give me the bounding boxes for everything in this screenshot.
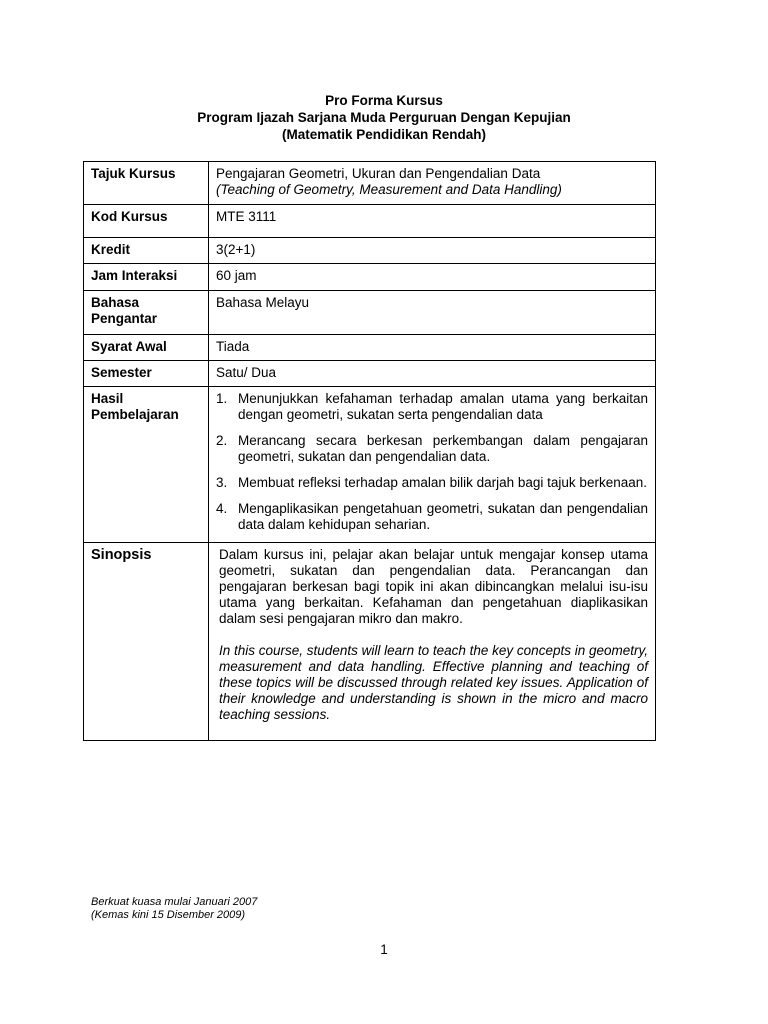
row-sinopsis (84, 543, 656, 741)
course-proforma-table (83, 161, 656, 741)
value-sinopsis (209, 543, 656, 741)
revision-date: (Kemas kini 15 Disember 2009) (91, 909, 246, 921)
value-hasil-pembelajaran (209, 387, 656, 543)
value-kod-kursus: MTE 3111 (209, 205, 656, 238)
value-kredit: 3(2+1) (209, 238, 656, 264)
row-tajuk-kursus (84, 162, 656, 205)
label-kod-kursus: Kod Kursus (84, 205, 209, 238)
label-sinopsis: Sinopsis (84, 543, 209, 741)
row-kredit (84, 238, 656, 264)
form-title: Pro Forma Kursus (325, 93, 443, 108)
outcome-text: Merancang secara berkesan perkembangan dalam pengajaran geometri, sukatan dan pengendalian data. (238, 433, 648, 464)
row-syarat-awal (84, 335, 656, 361)
list-item (216, 501, 648, 533)
list-item (216, 475, 648, 491)
course-title-malay: Pengajaran Geometri, Ukuran dan Pengendalian Data (216, 166, 541, 181)
outcome-number: 1. (216, 391, 228, 406)
course-title-english: (Teaching of Geometry, Measurement and Data Handling) (216, 182, 562, 197)
label-bahasa-pengantar: Bahasa Pengantar (84, 291, 209, 335)
outcome-text: Menunjukkan kefahaman terhadap amalan utama yang berkaitan dengan geometri, sukatan serta pengendalian data (238, 391, 648, 422)
synopsis-malay: Dalam kursus ini, pelajar akan belajar untuk mengajar konsep utama geometri, sukatan dan pengendalian data. Perancangan dan pengajaran berkesan bagi topik ini akan dibincangkan melalui isu-isu utama yang berkaitan. Kefahaman dan pengetahuan diaplikasikan dalam sesi pengajaran mikro dan makro. (219, 547, 648, 626)
synopsis-english: In this course, students will learn to teach the key concepts in geometry, measurement and data handling. Effective planning and teaching of these topics will be discussed through related key issues. Application of their knowledge and understanding is shown in the micro and macro teaching sessions. (219, 643, 648, 722)
row-jam-interaksi (84, 264, 656, 291)
label-tajuk-kursus: Tajuk Kursus (84, 162, 209, 205)
document-footer (91, 896, 257, 922)
label-syarat-awal: Syarat Awal (84, 335, 209, 361)
label-semester: Semester (84, 361, 209, 387)
effective-date: Berkuat kuasa mulai Januari 2007 (91, 896, 258, 908)
value-jam-interaksi: 60 jam (209, 264, 656, 291)
document-header (0, 92, 768, 143)
outcome-number: 2. (216, 433, 228, 448)
label-hasil-pembelajaran: Hasil Pembelajaran (84, 387, 209, 543)
list-item (216, 433, 648, 465)
row-kod-kursus (84, 205, 656, 238)
outcome-text: Mengaplikasikan pengetahuan geometri, sukatan dan pengendalian data dalam kehidupan seharian. (238, 501, 648, 532)
value-semester: Satu/ Dua (209, 361, 656, 387)
row-semester (84, 361, 656, 387)
outcome-number: 4. (216, 501, 228, 516)
row-bahasa-pengantar (84, 291, 656, 335)
outcome-text: Membuat refleksi terhadap amalan bilik darjah bagi tajuk berkenaan. (238, 475, 647, 490)
outcome-number: 3. (216, 475, 228, 490)
learning-outcomes-list (216, 391, 648, 533)
value-tajuk-kursus (209, 162, 656, 205)
list-item (216, 391, 648, 423)
program-title: Program Ijazah Sarjana Muda Perguruan Dengan Kepujian (197, 110, 571, 125)
value-bahasa-pengantar: Bahasa Melayu (209, 291, 656, 335)
program-subtitle: (Matematik Pendidikan Rendah) (281, 127, 487, 142)
label-jam-interaksi: Jam Interaksi (84, 264, 209, 291)
row-hasil-pembelajaran (84, 387, 656, 543)
label-kredit: Kredit (84, 238, 209, 264)
page-number: 1 (380, 942, 388, 957)
value-syarat-awal: Tiada (209, 335, 656, 361)
